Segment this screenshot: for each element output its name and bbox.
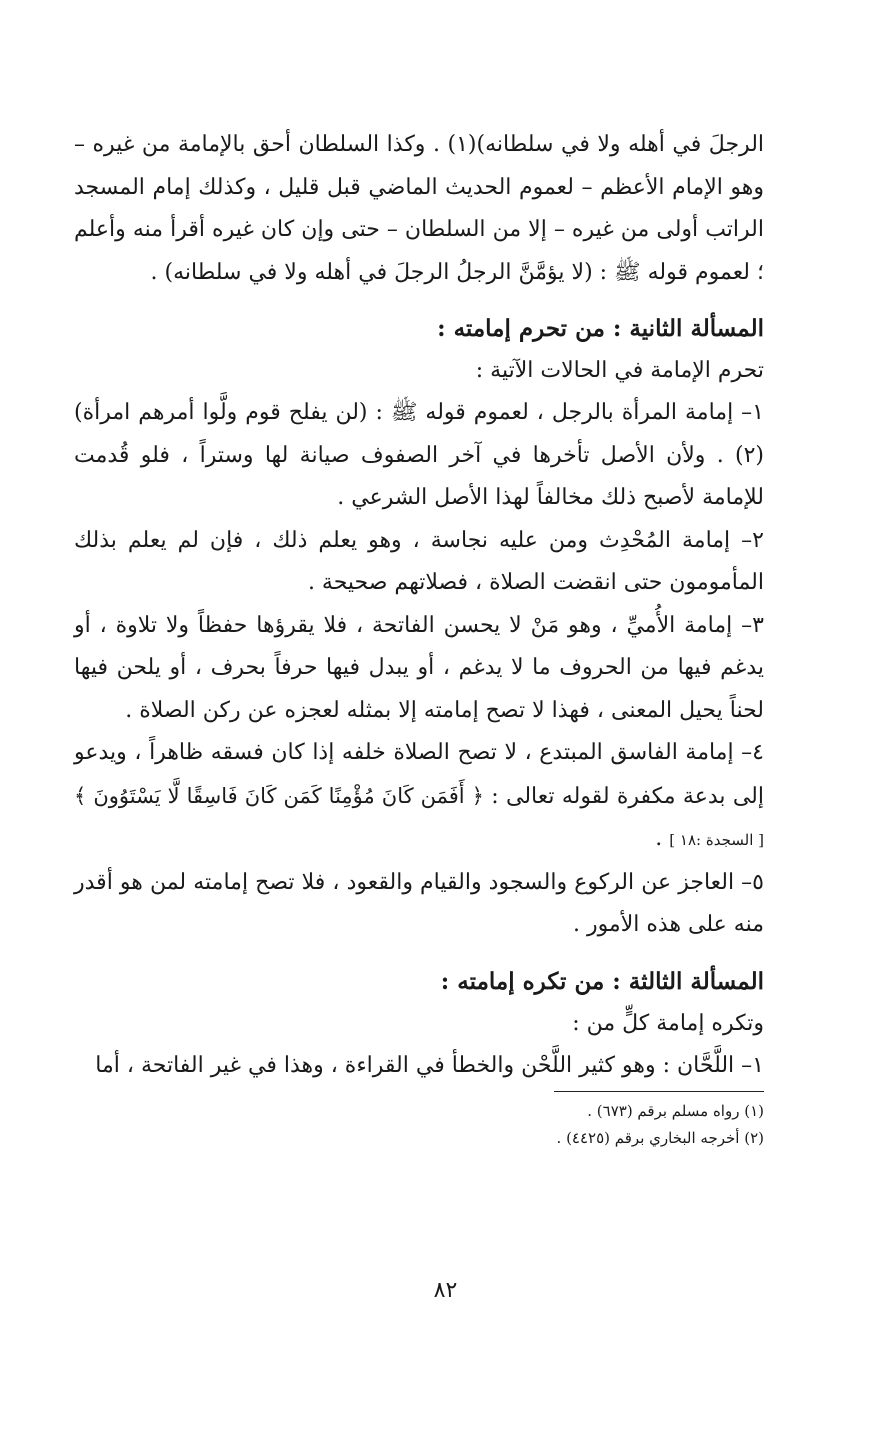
item-4-end: .: [655, 826, 670, 851]
section-2-heading: المسألة الثانية : من تحرم إمامته :: [437, 315, 764, 342]
footnote-2: (٢) أخرجه البخاري برقم (٤٤٢٥) .: [556, 1129, 764, 1147]
page-number: ٨٢: [433, 1278, 458, 1303]
quran-reference: [ السجدة :١٨ ]: [669, 831, 764, 849]
section-2-intro: تحرم الإمامة في الحالات الآتية :: [475, 358, 764, 383]
item-4-text: ٤– إمامة الفاسق المبتدع ، لا تصح الصلاة خلفه إذا كان فسقه ظاهراً ، ويدعو إلى بدعة مكفرة لقوله تعالى :: [74, 740, 764, 809]
footnote-separator: [554, 1091, 764, 1092]
section-3-item-1: ١– اللَّحَّان : وهو كثير اللَّحْن والخطأ في القراءة ، وهذا في غير الفاتحة ، أما: [95, 1052, 764, 1078]
section-2-item-3: ٣– إمامة الأُميِّ ، وهو مَنْ لا يحسن الفاتحة ، فلا يقرؤها حفظاً ولا تلاوة ، أو يدغم فيها من الحروف ما لا يدغم ، أو يبدل فيها حرفاً بحرف ، أو يلحن فيها لحناً يحيل المعنى ، فهذا لا تصح إمامته إلا بمثله لعجزه عن ركن الصلاة .: [74, 612, 764, 723]
section-3-heading: المسألة الثالثة : من تكره إمامته :: [440, 967, 764, 995]
section-2-item-2: ٢– إمامة المُحْدِث ومن عليه نجاسة ، وهو يعلم ذلك ، فإن لم يعلم بذلك المأمومون حتى انقضت الصلاة ، فصلاتهم صحيحة .: [74, 527, 764, 595]
section-2-item-1: ١– إمامة المرأة بالرجل ، لعموم قوله ﷺ : (لن يفلح قوم ولَّوا أمرهم امرأة)(٢) . ولأن الأصل تأخرها في آخر الصفوف صيانة لها وستراً ، فلو قُدمت للإمامة لأصبح ذلك مخالفاً لهذا الأصل الشرعي .: [74, 400, 764, 510]
footnote-1: (١) رواه مسلم برقم (٦٧٣) .: [587, 1102, 764, 1120]
quran-verse: ﴿ أَفَمَن كَانَ مُؤْمِنًا كَمَن كَانَ فَاسِقًا لَّا يَسْتَوُونَ ﴾: [74, 783, 484, 808]
section-3-intro: وتكره إمامة كلٍّ من :: [572, 1010, 764, 1036]
intro-paragraph: الرجلَ في أهله ولا في سلطانه)(١) . وكذا السلطان أحق بالإمامة من غيره – وهو الإمام الأعظم – لعموم الحديث الماضي قبل قليل ، وكذلك إمام المسجد الراتب أولى من غيره – إلا من السلطان – حتى وإن كان غيره أقرأ منه وأعلم ؛ لعموم قوله ﷺ : (لا يؤمَّنَّ الرجلُ الرجلَ في أهله ولا في سلطانه) .: [74, 132, 765, 285]
section-2-item-4: [74, 732, 764, 862]
section-2-item-5: ٥– العاجز عن الركوع والسجود والقيام والقعود ، فلا تصح إمامته لمن هو أقدر منه على هذه الأمور .: [74, 869, 764, 937]
page-body: [74, 124, 764, 1152]
